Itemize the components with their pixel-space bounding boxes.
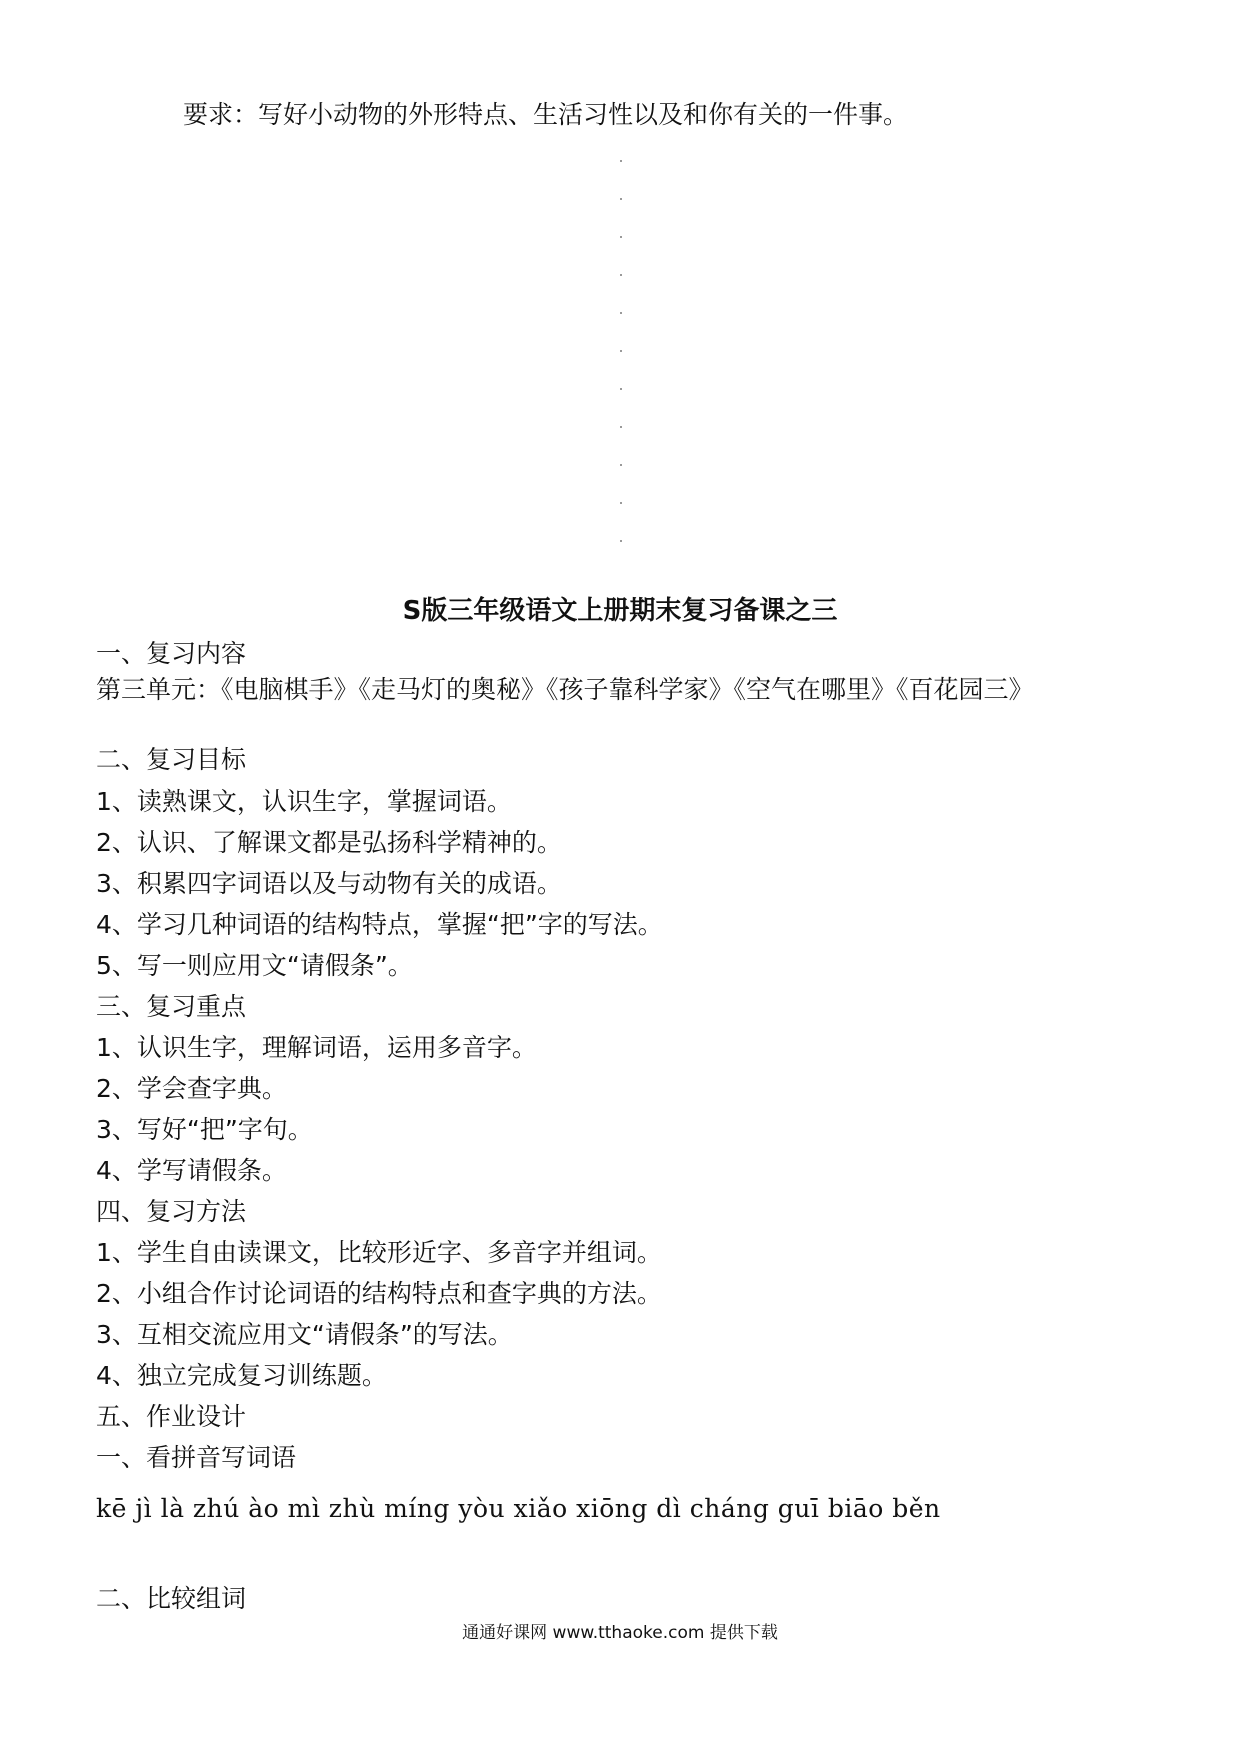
method-item: 3、互相交流应用文“请假条”的写法。: [96, 1320, 513, 1349]
goal-item: 3、积累四字词语以及与动物有关的成语。: [96, 869, 562, 898]
method-item: 1、学生自由读课文，比较形近字、多音字并组词。: [96, 1238, 662, 1267]
requirement-text: 要求：写好小动物的外形特点、生活习性以及和你有关的一件事。: [183, 100, 909, 129]
section4-heading: 四、复习方法: [96, 1197, 247, 1226]
pinyin-line: kē jì là zhú ào mì zhù míng yòu xiǎo xiōng dì cháng guī biāo běn: [96, 1494, 941, 1523]
section1-heading: 一、复习内容: [96, 639, 247, 668]
focus-item: 1、认识生字，理解词语，运用多音字。: [96, 1033, 537, 1062]
section5-heading: 五、作业设计: [96, 1402, 247, 1431]
section2-heading: 二、复习目标: [96, 745, 247, 774]
dotted-separator: [620, 160, 622, 550]
section1-text: 第三单元：《电脑棋手》《走马灯的奥秘》《孩子靠科学家》《空气在哪里》《百花园三》: [96, 675, 1034, 704]
goal-item: 4、学习几种词语的结构特点，掌握“把”字的写法。: [96, 910, 663, 939]
method-item: 2、小组合作讨论词语的结构特点和查字典的方法。: [96, 1279, 662, 1308]
goal-item: 1、读熟课文，认识生字，掌握词语。: [96, 787, 512, 816]
homework2-heading: 二、比较组词: [96, 1584, 247, 1613]
document-title: S版三年级语文上册期末复习备课之三: [402, 596, 838, 626]
goal-item: 2、认识、了解课文都是弘扬科学精神的。: [96, 828, 562, 857]
focus-item: 4、学写请假条。: [96, 1156, 287, 1185]
goal-item: 5、写一则应用文“请假条”。: [96, 951, 413, 980]
section3-heading: 三、复习重点: [96, 992, 247, 1021]
focus-item: 2、学会查字典。: [96, 1074, 287, 1103]
method-item: 4、独立完成复习训练题。: [96, 1361, 387, 1390]
focus-item: 3、写好“把”字句。: [96, 1115, 313, 1144]
page-footer: 通通好课网 www.tthaoke.com 提供下载: [462, 1623, 778, 1643]
homework1-heading: 一、看拼音写词语: [96, 1443, 297, 1472]
